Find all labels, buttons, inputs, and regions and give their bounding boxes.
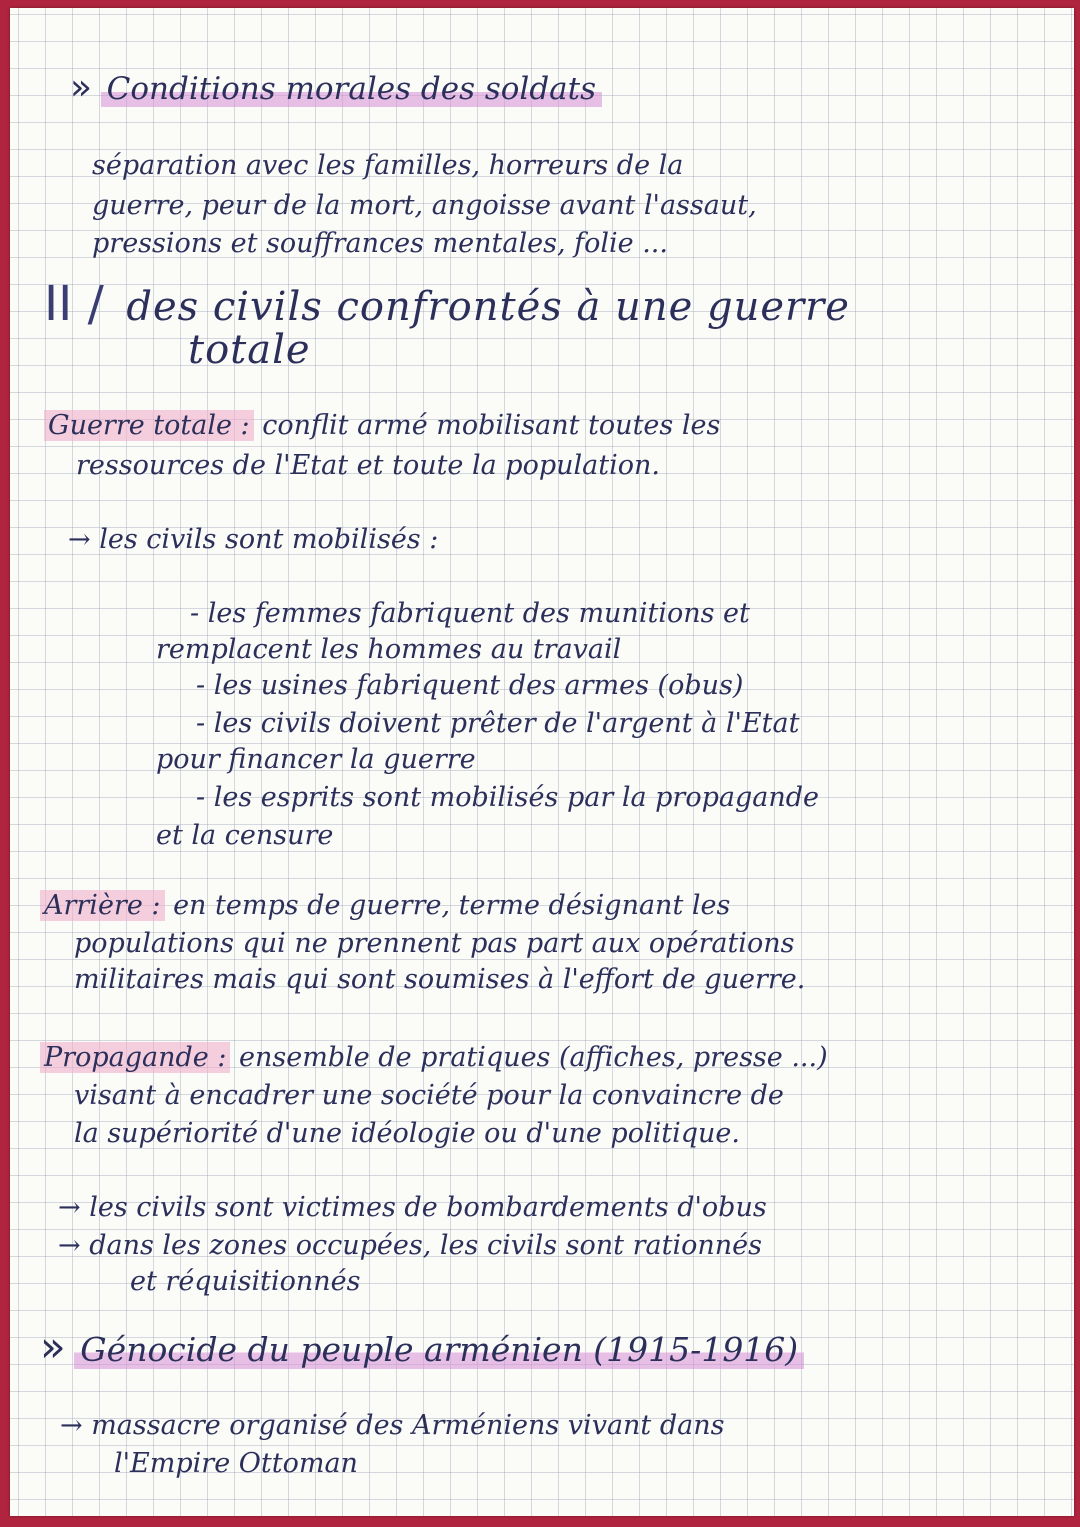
morale-heading xyxy=(70,67,602,108)
definition-propagande xyxy=(40,1044,828,1071)
text-line: conflit armé mobilisant toutes les xyxy=(253,410,721,441)
text-line: et réquisitionnés xyxy=(130,1266,361,1297)
list-item: remplacent les hommes au travail xyxy=(156,634,622,665)
double-chevron-icon: » xyxy=(40,1322,66,1371)
list-item: - les civils doivent prêter de l'argent à l'Etat xyxy=(196,708,800,739)
definition-guerre-totale xyxy=(44,412,720,439)
text-line: → dans les zones occupées, les civils sont rationnés xyxy=(58,1230,762,1261)
text-line: pressions et souffrances mentales, folie ... xyxy=(92,228,668,259)
list-item: pour financer la guerre xyxy=(156,744,476,775)
list-item: - les femmes fabriquent des munitions et xyxy=(190,598,750,629)
text-line: l'Empire Ottoman xyxy=(114,1448,358,1479)
section-two-title-line: des civils confrontés à une guerre xyxy=(126,284,850,330)
definition-term: Guerre totale : xyxy=(44,410,254,441)
text-line: la supériorité d'une idéologie ou d'une politique. xyxy=(74,1118,740,1149)
morale-heading-text: Conditions morales des soldats xyxy=(101,71,602,107)
double-chevron-icon: » xyxy=(70,67,93,108)
definition-term: Propagande : xyxy=(40,1042,230,1073)
section-two-title-line: totale xyxy=(188,327,311,373)
list-item: et la censure xyxy=(156,820,334,851)
text-line: militaires mais qui sont soumises à l'effort de guerre. xyxy=(74,964,806,995)
list-item: - les esprits sont mobilisés par la propagande xyxy=(196,782,820,813)
text-line: guerre, peur de la mort, angoisse avant l'assaut, xyxy=(92,190,757,221)
text-line: ressources de l'Etat et toute la population. xyxy=(76,450,660,481)
definition-term: Arrière : xyxy=(40,890,165,921)
text-line: séparation avec les familles, horreurs de la xyxy=(92,150,684,181)
text-line: ensemble de pratiques (affiches, presse ...) xyxy=(230,1042,828,1073)
list-item: - les usines fabriquent des armes (obus) xyxy=(196,670,744,701)
genocide-heading xyxy=(40,1322,804,1371)
definition-arriere xyxy=(40,892,730,919)
text-line: populations qui ne prennent pas part aux opérations xyxy=(74,928,795,959)
notebook-page xyxy=(10,8,1074,1516)
text-line: en temps de guerre, terme désignant les xyxy=(164,890,731,921)
text-line: → massacre organisé des Arméniens vivant dans xyxy=(60,1410,725,1441)
civils-mobilises-intro: → les civils sont mobilisés : xyxy=(68,524,439,555)
text-line: → les civils sont victimes de bombardements d'obus xyxy=(58,1192,767,1223)
genocide-heading-text: Génocide du peuple arménien (1915-1916) xyxy=(74,1330,804,1369)
roman-numeral: II / xyxy=(44,276,104,332)
section-two-heading xyxy=(44,276,850,332)
text-line: visant à encadrer une société pour la convaincre de xyxy=(74,1080,784,1111)
